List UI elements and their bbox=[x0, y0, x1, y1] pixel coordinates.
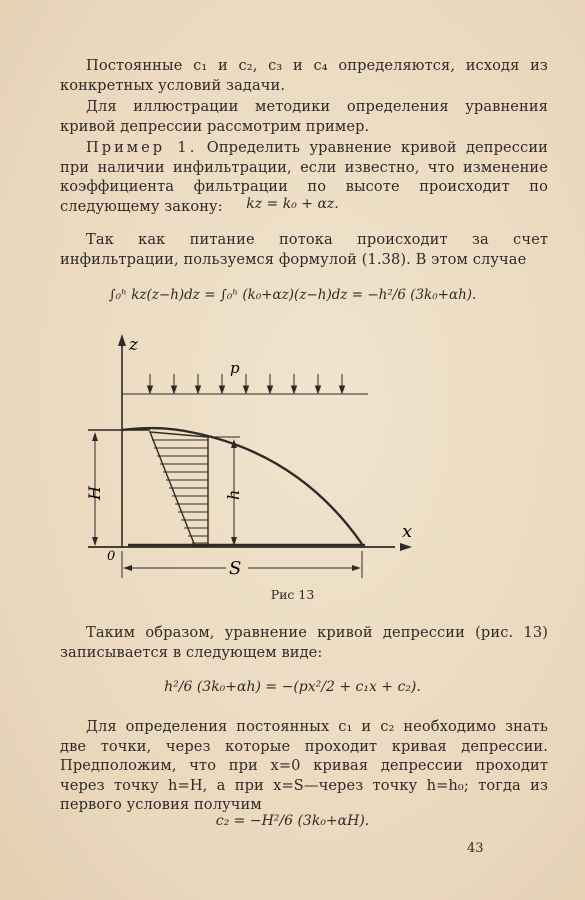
x-axis-arrow bbox=[400, 543, 412, 551]
page-number: 43 bbox=[467, 841, 484, 856]
kz-distribution bbox=[150, 432, 208, 546]
p-label: p bbox=[230, 359, 240, 377]
figure-caption: Рис 13 bbox=[270, 587, 315, 602]
origin-label: 0 bbox=[107, 549, 116, 564]
formula-integral: ∫₀ʰ kz(z−h)dz = ∫₀ʰ (k₀+αz)(z−h)dz = −h²/6 (3k₀+αh). bbox=[108, 287, 477, 303]
x-label: x bbox=[402, 521, 413, 542]
paragraph-curve-equation: Таким образом, уравнение кривой депрессии (рис. 13) записывается в следующем виде: bbox=[60, 624, 548, 661]
example-label: Пример 1. bbox=[86, 139, 198, 156]
formula-curve: h²/6 (3k₀+αh) = −(px²/2 + c₁x + c₂). bbox=[164, 679, 421, 695]
z-label: z bbox=[129, 335, 138, 355]
h-label: h bbox=[224, 489, 243, 500]
formula-kz: kz = k₀ + αz. bbox=[246, 196, 339, 212]
paragraph-infiltration: Так как питание потока происходит за счет инфильтрации, пользуемся формулой (1.38). В этом случае bbox=[60, 231, 548, 268]
example-text: Определить уравнение кривой депрессии при наличии инфильтрации, если известно, что изменение коэффициента фильтрации по высоте происходит по следующему закону: bbox=[60, 139, 548, 215]
paragraph-constants: Постоянные c₁ и c₂, c₃ и c₄ определяются, исходя из конкретных условий задачи. bbox=[60, 57, 548, 94]
S-label: S bbox=[229, 558, 242, 579]
paragraph-determination: Для определения постоянных c₁ и c₂ необходимо знать две точки, через которые проходит кривая депрессии. Предположим, что при x=0 кривая депрессии проходит через точку h=H, а при x=S—через точку h=h₀; тогда из первого условия получим bbox=[60, 718, 548, 813]
H-label: H bbox=[85, 486, 104, 500]
infiltration-arrows bbox=[148, 374, 345, 393]
z-axis-arrow bbox=[118, 334, 126, 346]
depression-curve bbox=[122, 428, 362, 544]
paragraph-illustration: Для иллюстрации методики определения уравнения кривой депрессии рассмотрим пример. bbox=[60, 98, 548, 135]
kz-hatching bbox=[152, 440, 208, 543]
formula-c2: c₂ = −H²/6 (3k₀+αH). bbox=[215, 813, 370, 829]
